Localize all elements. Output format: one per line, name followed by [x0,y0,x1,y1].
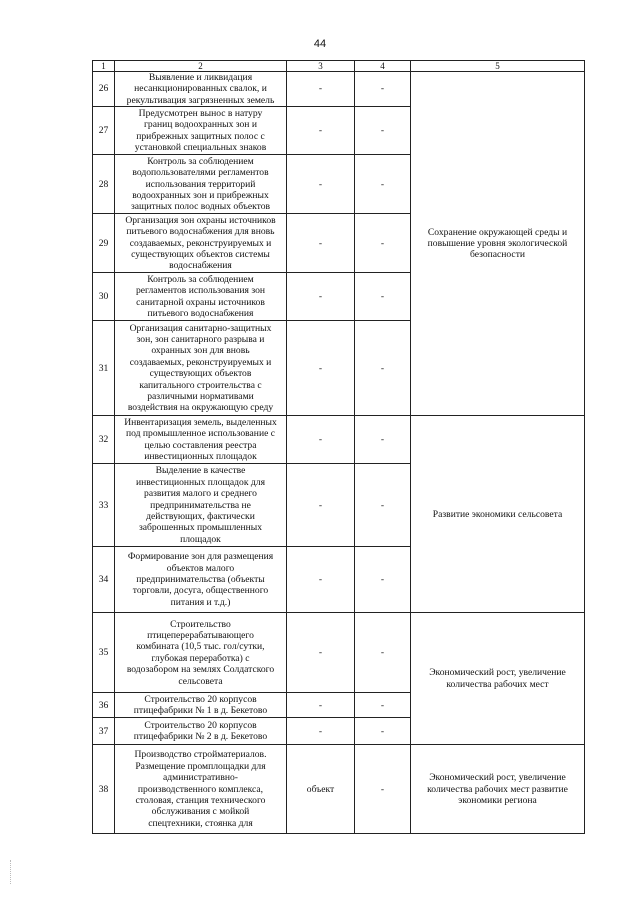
row-number: 35 [93,613,115,693]
col3-value: - [287,72,355,107]
measure-description: Организация зон охраны источников питьевого водоснабжения для вновь создаваемых, реконструируемых и существующих объектов системы водоснабжения [115,214,287,273]
col3-value: - [287,321,355,416]
col3-value: - [287,416,355,464]
measure-description: Выявление и ликвидация несанкционированных свалок, и рекультивация загрязненных земель [115,72,287,107]
row-number: 31 [93,321,115,416]
measure-description: Контроль за соблюдением регламентов использования зон санитарной охраны источников питьевого водоснабжения [115,273,287,321]
measure-description: Контроль за соблюдением водопользователями регламентов использования территорий водоохранных зон и прибрежных защитных полос водных объектов [115,155,287,214]
header-col-2: 2 [115,61,287,72]
page-number: 44 [313,38,327,50]
col4-value: - [355,321,411,416]
header-col-1: 1 [93,61,115,72]
result-growth-region: Экономический рост, увеличение количества рабочих мест развитие экономики региона [411,745,585,834]
measure-description: Предусмотрен вынос в натуру границ водоохранных зон и прибрежных защитных полос с установкой специальных знаков [115,107,287,155]
col3-value: - [287,155,355,214]
measure-description: Инвентаризация земель, выделенных под промышленное использование с целью составления реестра инвестиционных площадок [115,416,287,464]
col3-value: - [287,613,355,693]
measure-description: Строительство 20 корпусов птицефабрики № 2 в д. Бекетово [115,718,287,745]
measure-description: Выделение в качестве инвестиционных площадок для развития малого и среднего предпринимательства не действующих, фактически заброшенных промышленных площадок [115,464,287,547]
result-ecology: Сохранение окружающей среды и повышение уровня экологической безопасности [411,72,585,416]
col3-value: - [287,214,355,273]
col3-value: - [287,693,355,718]
col4-value: - [355,464,411,547]
col4-value: - [355,693,411,718]
col4-value: - [355,72,411,107]
table-header-row [93,61,585,72]
col3-value: - [287,718,355,745]
col4-value: - [355,273,411,321]
header-col-4: 4 [355,61,411,72]
scan-margin-mark [10,860,13,884]
measure-description: Производство стройматериалов. Размещение промплощадки для административно- производственного комплекса, столовая, станция технического обслуживания с мойкой спецтехники, стоянка для [115,745,287,834]
result-growth: Экономический рост, увеличение количества рабочих мест [411,613,585,745]
table-row [93,745,585,834]
col4-value: - [355,416,411,464]
col4-value: - [355,718,411,745]
measure-description: Строительство птицеперерабатывающего комбината (10,5 тыс. гол/сутки, глубокая переработка) с водозабором на землях Солдатского сельсовета [115,613,287,693]
row-number: 34 [93,547,115,613]
col4-value: - [355,745,411,834]
header-col-5: 5 [411,61,585,72]
col4-value: - [355,155,411,214]
col4-value: - [355,547,411,613]
row-number: 32 [93,416,115,464]
row-number: 36 [93,693,115,718]
row-number: 37 [93,718,115,745]
row-number: 38 [93,745,115,834]
col3-value: - [287,464,355,547]
col4-value: - [355,107,411,155]
result-economy: Развитие экономики сельсовета [411,416,585,613]
measure-description: Организация санитарно-защитных зон, зон санитарного разрыва и охранных зон для вновь создаваемых, реконструируемых и существующих объектов капитального строительства с различными нормативами воздействия на окружающую среду [115,321,287,416]
table-row [93,72,585,107]
col3-value: - [287,547,355,613]
col3-value: - [287,107,355,155]
row-number: 30 [93,273,115,321]
row-number: 26 [93,72,115,107]
col4-value: - [355,214,411,273]
row-number: 27 [93,107,115,155]
row-number: 28 [93,155,115,214]
measures-table [92,60,585,834]
row-number: 33 [93,464,115,547]
table-row [93,416,585,464]
measure-description: Формирование зон для размещения объектов малого предпринимательства (объекты торговли, досуга, общественного питания и т.д.) [115,547,287,613]
measure-description: Строительство 20 корпусов птицефабрики № 1 в д. Бекетово [115,693,287,718]
col3-value: объект [287,745,355,834]
col3-value: - [287,273,355,321]
header-col-3: 3 [287,61,355,72]
col4-value: - [355,613,411,693]
table-row [93,613,585,693]
row-number: 29 [93,214,115,273]
